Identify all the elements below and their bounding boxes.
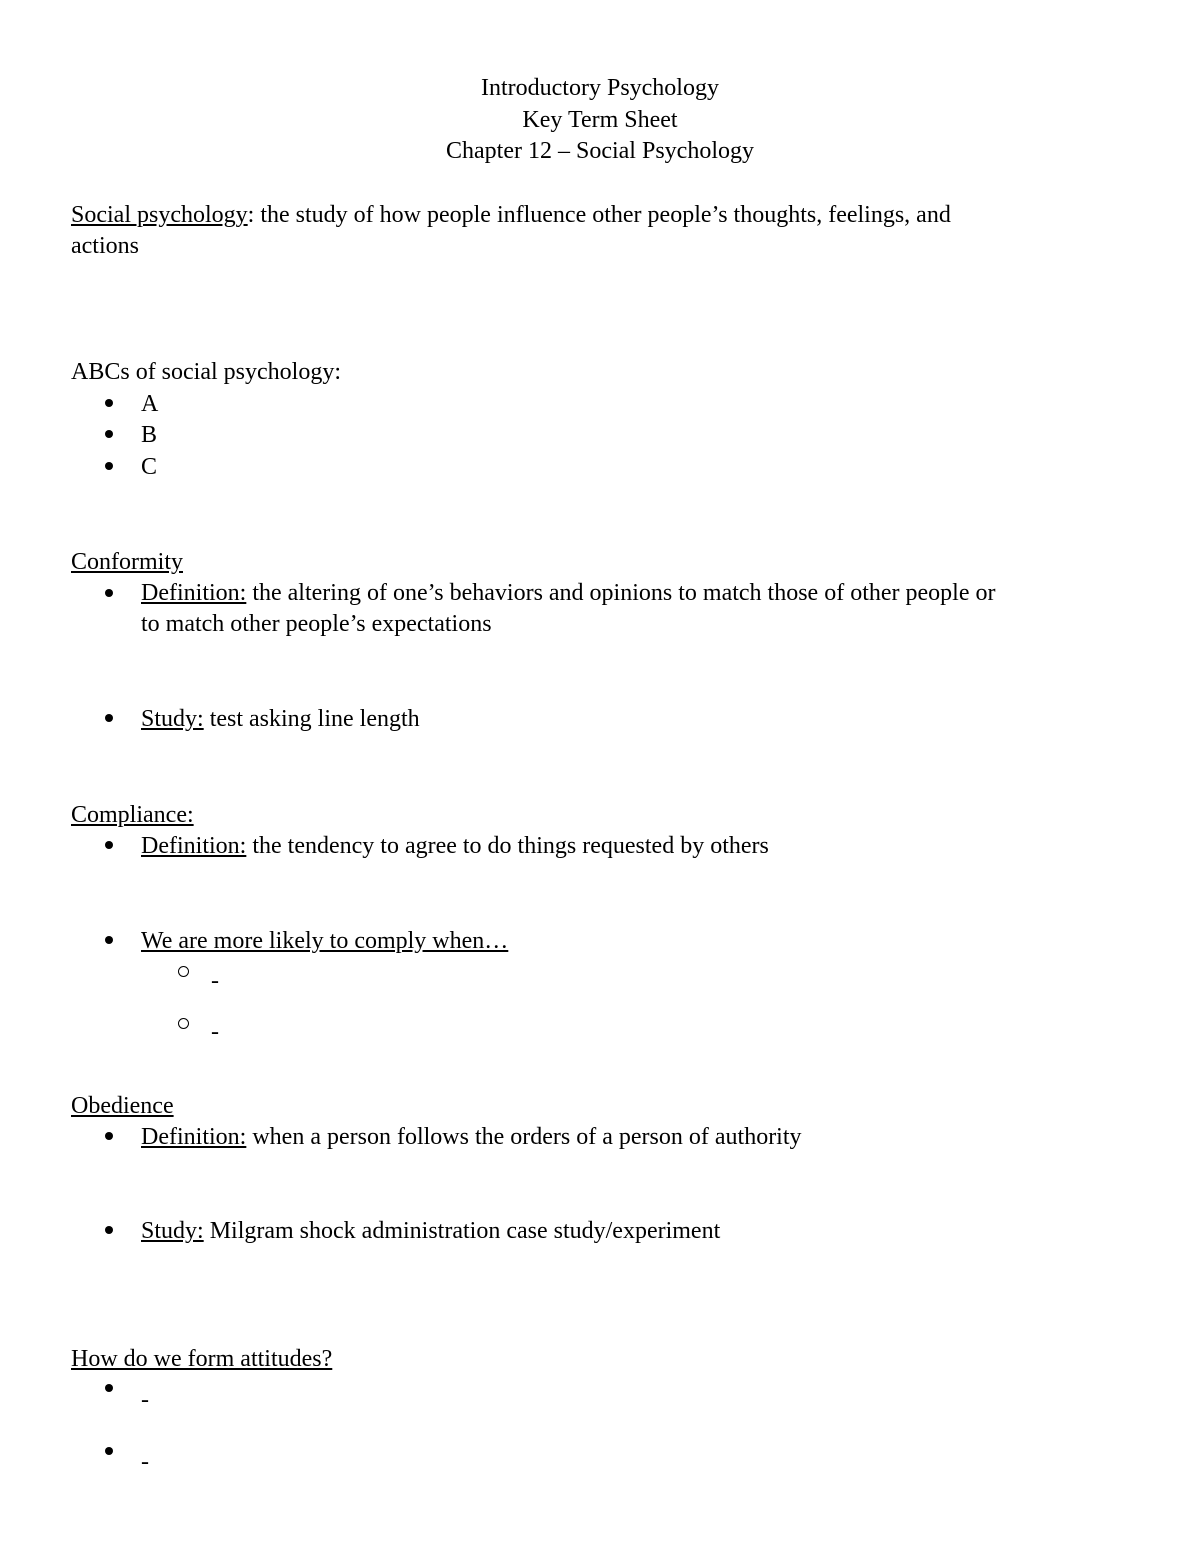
bullet-icon xyxy=(105,462,113,470)
bullet-icon xyxy=(105,1447,113,1455)
social-psych-term: Social psychology xyxy=(71,202,248,228)
social-psych-sep: : xyxy=(247,202,255,228)
compliance-sub-item-1: - xyxy=(211,968,219,994)
obedience-def-label: Definition: xyxy=(141,1124,247,1150)
abcs-item-c: C xyxy=(141,454,158,480)
bullet-icon xyxy=(105,936,113,944)
attitudes-item-1: - xyxy=(141,1387,149,1413)
bullet-icon xyxy=(105,841,113,849)
sub-bullet-icon xyxy=(178,966,189,977)
social-psych-definition xyxy=(71,203,951,227)
conformity-def-line2: to match other people’s expectations xyxy=(141,611,492,637)
bullet-icon xyxy=(105,1226,113,1234)
compliance-def-text: the tendency to agree to do things requested by others xyxy=(246,833,769,859)
course-title: Introductory Psychology xyxy=(481,75,719,101)
compliance-definition xyxy=(141,834,769,858)
sub-bullet-icon xyxy=(178,1018,189,1029)
bullet-icon xyxy=(105,430,113,438)
conformity-study-label: Study: xyxy=(141,706,204,732)
compliance-def-label: Definition: xyxy=(141,833,247,859)
bullet-icon xyxy=(105,399,113,407)
abcs-heading: ABCs of social psychology: xyxy=(71,359,341,385)
obedience-heading: Obedience xyxy=(71,1093,174,1119)
bullet-icon xyxy=(105,1384,113,1392)
obedience-study-label: Study: xyxy=(141,1218,204,1244)
conformity-heading: Conformity xyxy=(71,549,183,575)
conformity-study-text: test asking line length xyxy=(203,706,420,732)
abcs-item-b: B xyxy=(141,422,158,448)
social-psych-def-line2: actions xyxy=(71,233,139,259)
bullet-icon xyxy=(105,589,113,597)
compliance-sub-item-2: - xyxy=(211,1019,219,1045)
social-psych-def-line1: the study of how people influence other people’s thoughts, feelings, and xyxy=(254,202,951,228)
obedience-study-text: Milgram shock administration case study/experiment xyxy=(203,1218,721,1244)
conformity-def-line1: the altering of one’s behaviors and opinions to match those of other people or xyxy=(246,580,996,606)
obedience-definition xyxy=(141,1125,802,1149)
sheet-title: Key Term Sheet xyxy=(522,107,678,133)
attitudes-item-2: - xyxy=(141,1449,149,1475)
compliance-heading: Compliance: xyxy=(71,802,194,828)
conformity-def-label: Definition: xyxy=(141,580,247,606)
attitudes-heading: How do we form attitudes? xyxy=(71,1346,333,1372)
obedience-def-text: when a person follows the orders of a person of authority xyxy=(246,1124,802,1150)
conformity-study xyxy=(141,707,420,731)
compliance-likely-label: We are more likely to comply when… xyxy=(141,928,509,954)
chapter-title: Chapter 12 – Social Psychology xyxy=(446,138,754,164)
bullet-icon xyxy=(105,1132,113,1140)
obedience-study xyxy=(141,1219,720,1243)
abcs-item-a: A xyxy=(141,391,159,417)
conformity-definition xyxy=(141,581,995,605)
bullet-icon xyxy=(105,714,113,722)
